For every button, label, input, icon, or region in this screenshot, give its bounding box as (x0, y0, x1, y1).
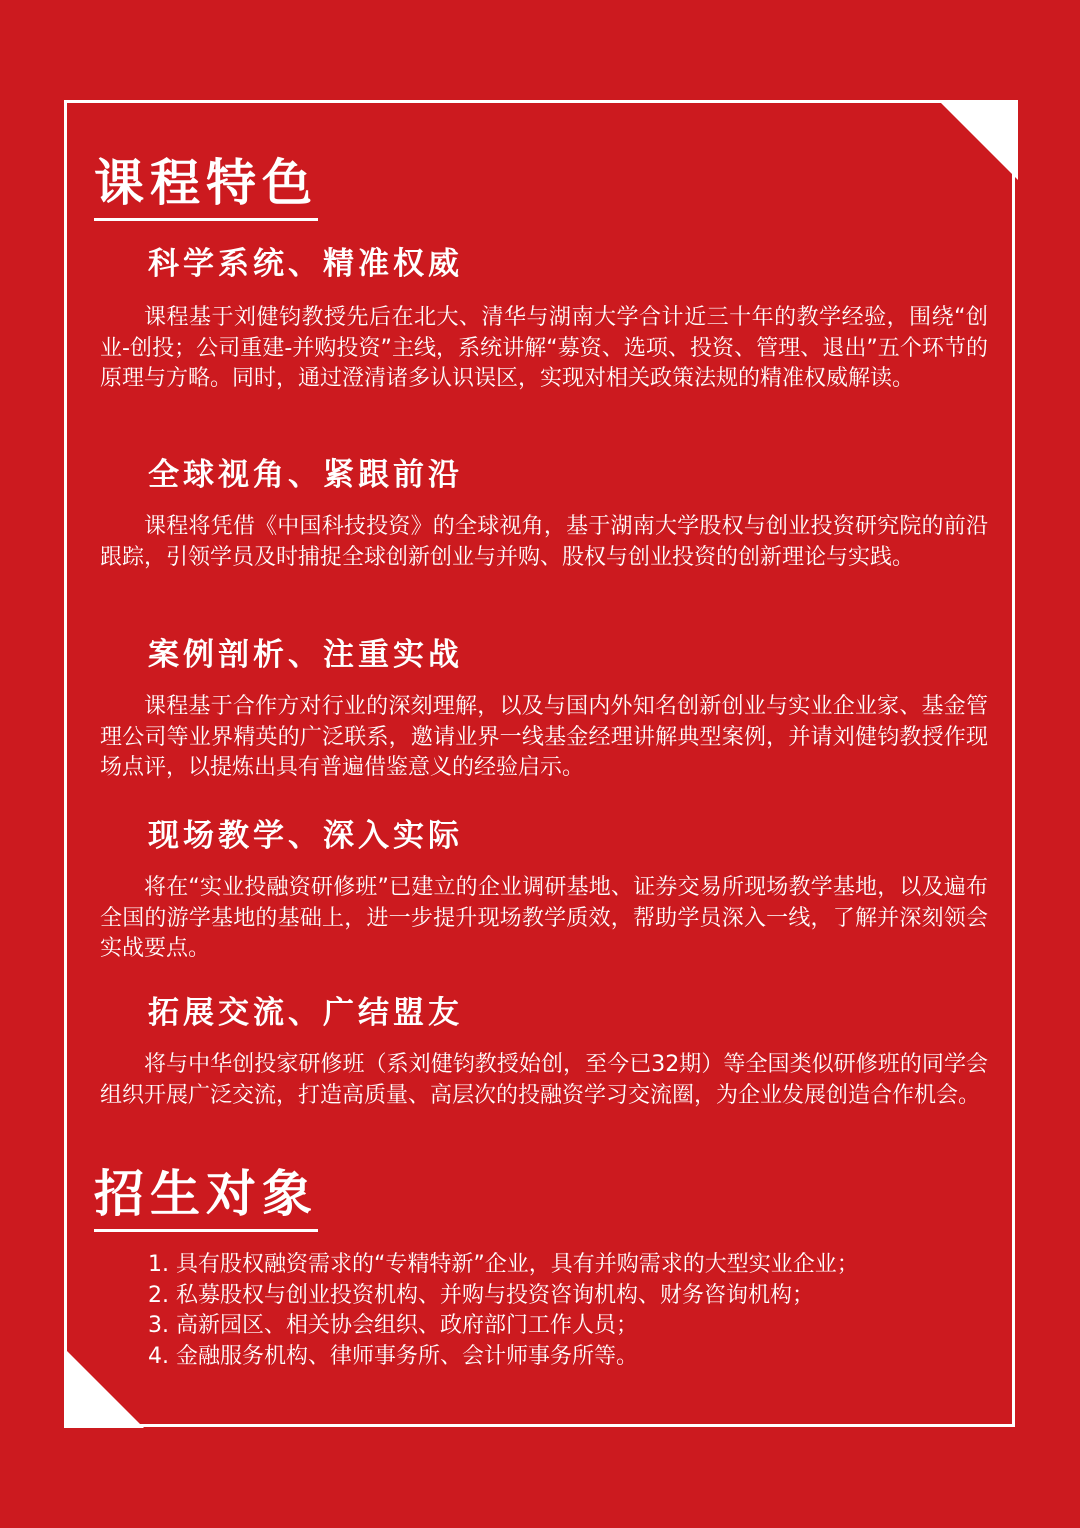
audience-item-1: 1. 具有股权融资需求的“专精特新”企业，具有并购需求的大型实业企业； (148, 1252, 859, 1277)
corner-triangle-bottom-left (64, 1348, 144, 1428)
feature-body-4: 将在“实业投融资研修班”已建立的企业调研基地、证券交易所现场教学基地，以及遍布全国的游学基地的基础上，进一步提升现场教学质效，帮助学员深入一线，了解并深刻领会实战要点。 (100, 875, 988, 961)
feature-heading-2: 全球视角、紧跟前沿 (148, 457, 463, 493)
feature-heading-1: 科学系统、精准权威 (148, 246, 463, 282)
audience-item-2: 2. 私募股权与创业投资机构、并购与投资咨询机构、财务咨询机构； (148, 1282, 814, 1308)
audience-item-3: 3. 高新园区、相关协会组织、政府部门工作人员； (148, 1313, 638, 1338)
features-title: 课程特色 (94, 152, 318, 221)
feature-body-2: 课程将凭借《中国科技投资》的全球视角，基于湖南大学股权与创业投资研究院的前沿跟踪，引领学员及时捕捉全球创新创业与并购、股权与创业投资的创新理论与实践。 (100, 514, 988, 570)
feature-body-5: 将与中华创投家研修班（系刘健钧教授始创，至今已32期）等全国类似研修班的同学会组织开展广泛交流，打造高质量、高层次的投融资学习交流圈，为企业发展创造合作机会。 (100, 1052, 988, 1108)
audience-list (148, 1250, 859, 1372)
feature-body-1: 课程基于刘健钧教授先后在北大、清华与湖南大学合计近三十年的教学经验，围绕“创业-创投；公司重建-并购投资”主线，系统讲解“募资、选项、投资、管理、退出”五个环节的原理与方略。同时，通过澄清诸多认识误区，实现对相关政策法规的精准权威解读。 (100, 305, 988, 391)
audience-item-4: 4. 金融服务机构、律师事务所、会计师事务所等。 (148, 1343, 638, 1369)
feature-heading-4: 现场教学、深入实际 (148, 818, 463, 854)
audience-title: 招生对象 (94, 1163, 318, 1232)
feature-heading-5: 拓展交流、广结盟友 (148, 995, 463, 1031)
feature-heading-3: 案例剖析、注重实战 (148, 637, 463, 673)
corner-triangle-top-right (938, 100, 1018, 180)
feature-body-3: 课程基于合作方对行业的深刻理解，以及与国内外知名创新创业与实业企业家、基金管理公司等业界精英的广泛联系，邀请业界一线基金经理讲解典型案例，并请刘健钧教授作现场点评，以提炼出具有普遍借鉴意义的经验启示。 (100, 694, 988, 780)
